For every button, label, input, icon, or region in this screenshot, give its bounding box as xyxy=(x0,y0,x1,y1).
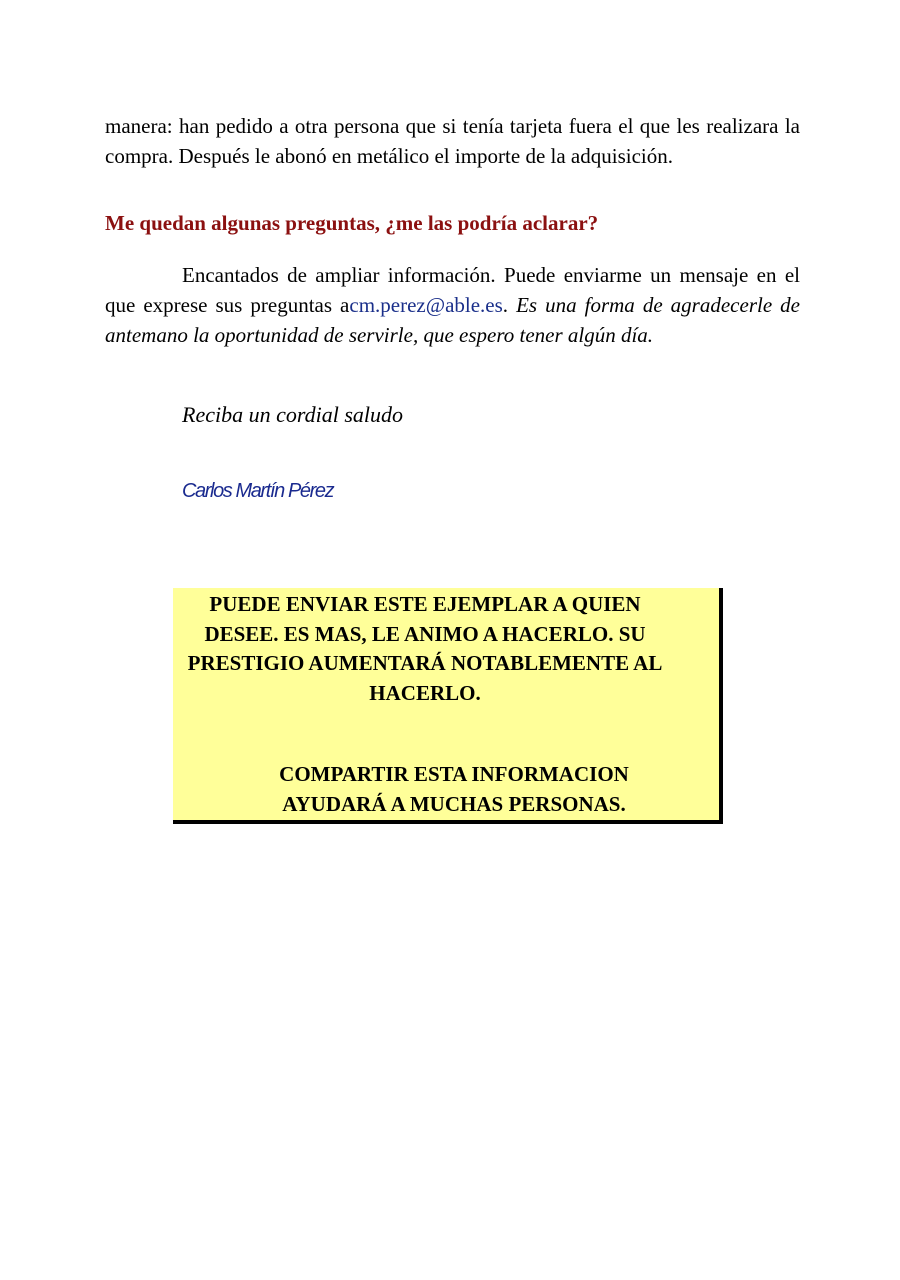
email-link[interactable]: cm.perez@able.es xyxy=(349,293,503,317)
share-notice-subtext: COMPARTIR ESTA INFORMACION AYUDARÁ A MUCHAS PERSONAS. xyxy=(279,762,629,816)
question-heading: Me quedan algunas preguntas, ¿me las podría aclarar? xyxy=(105,211,599,235)
signature: Carlos Martín Pérez xyxy=(182,480,334,502)
share-notice-box xyxy=(173,588,723,824)
paragraph-purchase-method: manera: han pedido a otra persona que si tenía tarjeta fuera el que les realizara la compra. Después le abonó en metálico el importe de la adquisición. xyxy=(105,114,800,168)
contact-text: Encantados de ampliar información. Puede enviarme un mensaje en el que exprese sus preguntas a xyxy=(105,263,800,317)
share-notice-text: PUEDE ENVIAR ESTE EJEMPLAR A QUIEN DESEE. ES MAS, LE ANIMO A HACERLO. SU PRESTIGIO AUMENTARÁ NOTABLEMENTE AL HACERLO. xyxy=(187,592,663,705)
paragraph-contact xyxy=(105,260,800,350)
contact-italic-text: Es una forma de agradecerle de antemano la oportunidad de servirle, que espero tener algún día. xyxy=(105,293,800,347)
closing-greeting: Reciba un cordial saludo xyxy=(182,402,403,427)
contact-separator: . xyxy=(502,293,509,317)
